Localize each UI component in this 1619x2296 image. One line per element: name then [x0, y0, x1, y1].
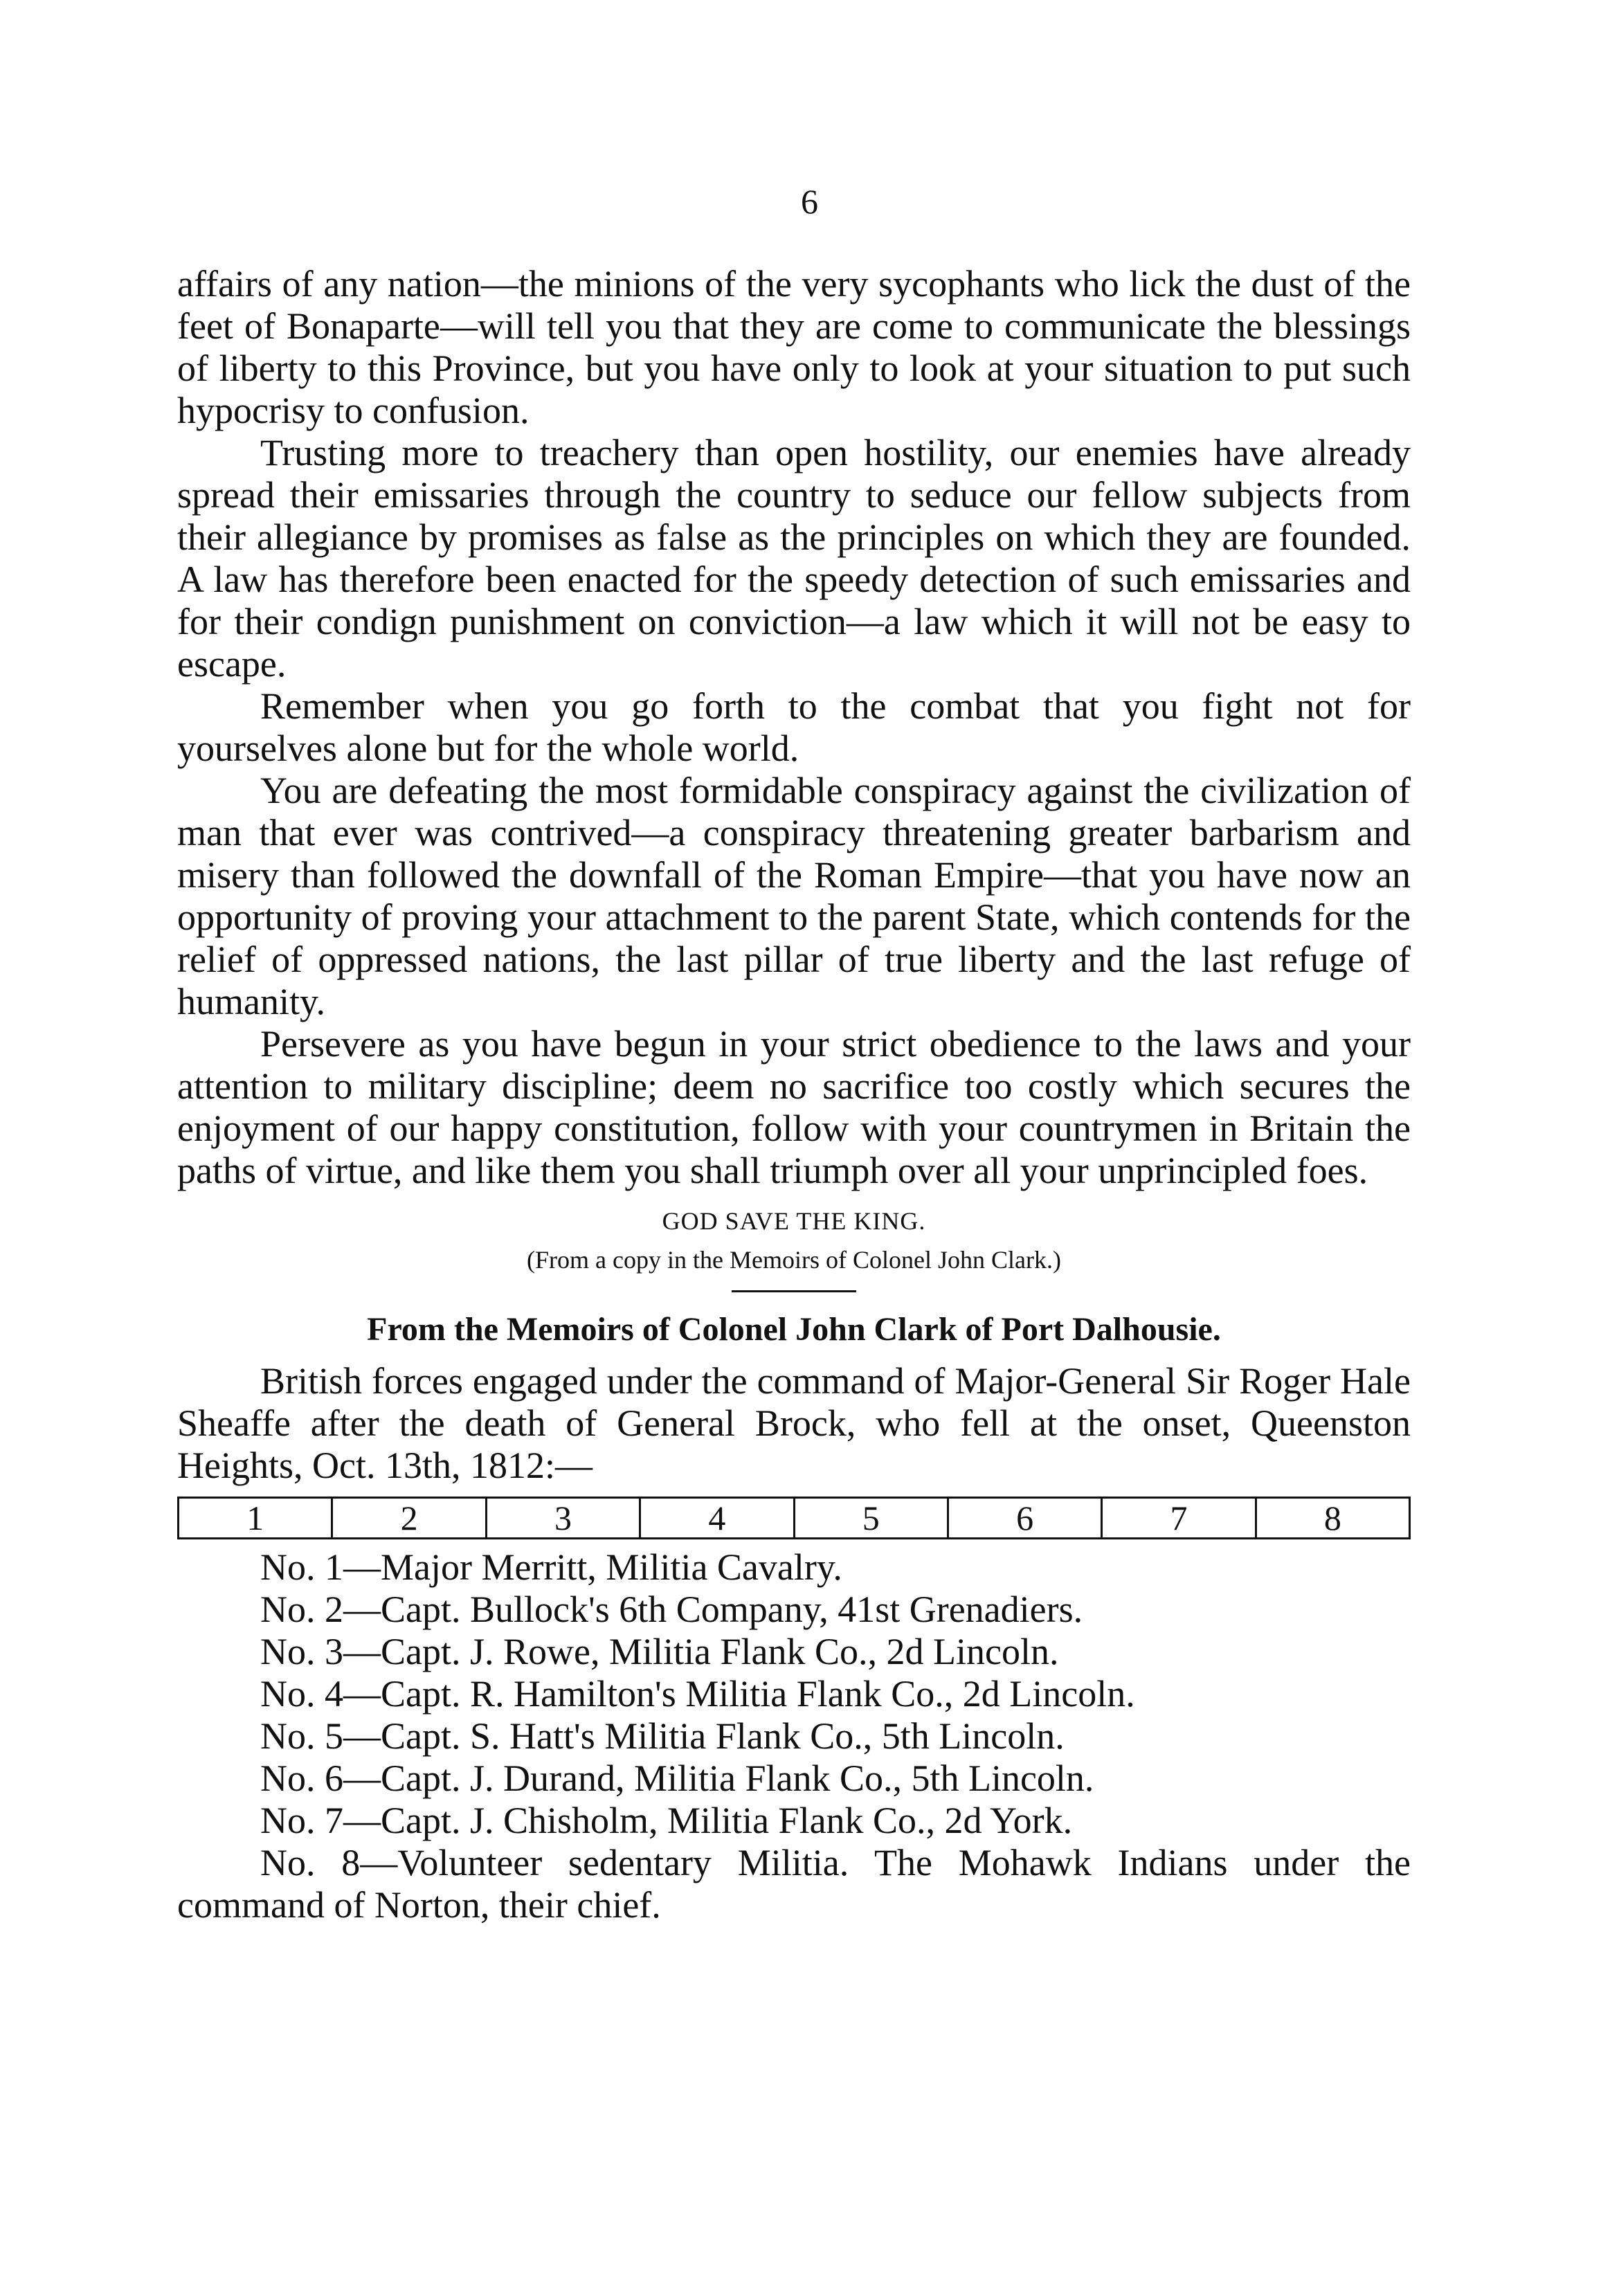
paragraph: Remember when you go forth to the combat that you fight not for yourselves alone but for the whole world.	[177, 685, 1411, 769]
paragraph: affairs of any nation—the minions of the very sycophants who lick the dust of the feet of Bonaparte—will tell you that they are come to communicate the blessings of liberty to this Province, but you have only to look at your situation to put such hypocrisy to confusion.	[177, 263, 1411, 431]
list-item: No. 5—Capt. S. Hatt's Militia Flank Co., 5th Lincoln.	[260, 1715, 1065, 1757]
source-note: (From a copy in the Memoirs of Colonel John Clark.)	[527, 1246, 1061, 1274]
section-intro: British forces engaged under the command of Major-General Sir Roger Hale Sheaffe after the death of General Brock, who fell at the onset, Queenston Heights, Oct. 13th, 1812:—	[177, 1360, 1411, 1486]
list-item: No. 2—Capt. Bullock's 6th Company, 41st Grenadiers.	[260, 1589, 1083, 1630]
closing-line: GOD SAVE THE KING.	[662, 1207, 926, 1235]
table-cell: 4	[639, 1499, 793, 1537]
list-item: No. 4—Capt. R. Hamilton's Militia Flank Co., 2d Lincoln.	[260, 1673, 1135, 1715]
page-number: 6	[801, 182, 818, 221]
section-heading: From the Memoirs of Colonel John Clark of Port Dalhousie.	[367, 1311, 1221, 1348]
page-body	[177, 263, 1411, 1926]
paragraph: Persevere as you have begun in your strict obedience to the laws and your attention to military discipline; deem no sacrifice too costly which secures the enjoyment of our happy constitution, follow with your countrymen in Britain the paths of virtue, and like them you shall triumph over all your unprincipled foes.	[177, 1023, 1411, 1191]
list-item: No. 8—Volunteer sedentary Militia. The Mohawk Indians under the command of Norton, their chief.	[177, 1842, 1411, 1926]
paragraph: You are defeating the most formidable conspiracy against the civilization of man that ever was contrived—a conspiracy threatening greater barbarism and misery than followed the downfall of the Roman Empire—that you have now an opportunity of proving your attachment to the parent State, which contends for the relief of oppressed nations, the last pillar of true liberty and the last refuge of humanity.	[177, 770, 1411, 1022]
list-item: No. 6—Capt. J. Durand, Militia Flank Co., 5th Lincoln.	[260, 1757, 1094, 1799]
paragraph: Trusting more to treachery than open hostility, our enemies have already spread their emissaries through the country to seduce our fellow subjects from their allegiance by promises as false as the principles on which they are founded. A law has therefore been enacted for the speedy detection of such emissaries and for their condign punishment on conviction—a law which it will not be easy to escape.	[177, 432, 1411, 685]
table-cell: 8	[1255, 1499, 1411, 1537]
table-cell: 3	[485, 1499, 639, 1537]
table-cell: 2	[331, 1499, 485, 1537]
table-cell: 7	[1101, 1499, 1254, 1537]
table-cell: 1	[177, 1499, 331, 1537]
formation-table	[177, 1497, 1411, 1539]
table-cell: 5	[793, 1499, 947, 1537]
list-item: No. 1—Major Merritt, Militia Cavalry.	[260, 1546, 842, 1588]
section-divider	[732, 1290, 856, 1292]
list-item: No. 3—Capt. J. Rowe, Militia Flank Co., 2d Lincoln.	[260, 1631, 1059, 1672]
table-cell: 6	[947, 1499, 1101, 1537]
unit-list	[177, 1546, 1411, 1926]
list-item: No. 7—Capt. J. Chisholm, Militia Flank Co., 2d York.	[260, 1800, 1073, 1841]
